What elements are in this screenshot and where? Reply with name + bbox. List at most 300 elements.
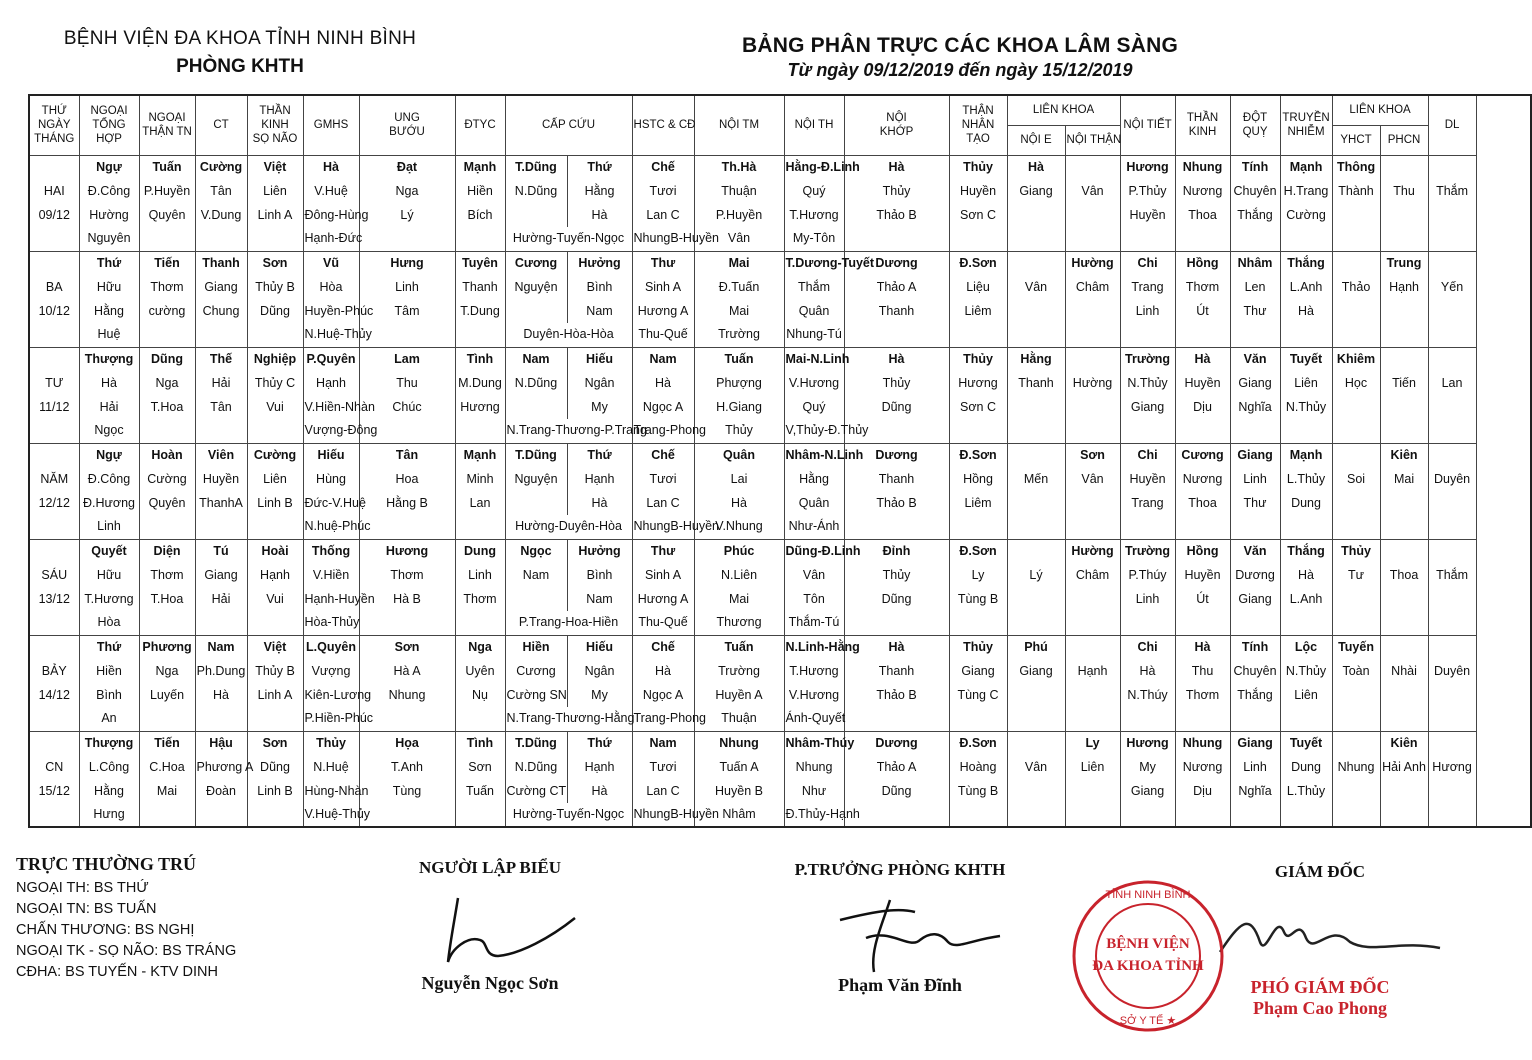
header-lk1-noi-than: NỘI THẬN — [1065, 125, 1120, 155]
table-body — [29, 155, 1531, 827]
table-cell — [1428, 683, 1476, 707]
table-cell: Hòa — [79, 611, 139, 635]
table-cell — [1007, 539, 1065, 563]
table-cell: Uyên — [455, 659, 505, 683]
table-row — [29, 155, 1531, 179]
table-cell: Ngọc — [79, 419, 139, 443]
table-cell: Linh — [1120, 587, 1175, 611]
day-blank-cell — [29, 635, 79, 659]
date-cell: 09/12 — [29, 203, 79, 227]
day-cell: HAI — [29, 179, 79, 203]
table-cell — [1380, 515, 1428, 539]
table-cell: Quân — [784, 491, 844, 515]
table-cell: Vũ — [303, 251, 359, 275]
table-cell: Mạnh — [455, 443, 505, 467]
table-row — [29, 515, 1531, 539]
table-cell: Thắm-Tú — [784, 611, 844, 635]
table-cell: Thảo B — [844, 203, 949, 227]
table-cell: Ngọc A — [632, 683, 694, 707]
table-cell — [247, 323, 303, 347]
table-cell — [139, 803, 195, 827]
table-cell: Nhâm — [694, 803, 784, 827]
table-cell: Chuyên — [1230, 179, 1280, 203]
table-cell: Lan C — [632, 491, 694, 515]
table-cell — [359, 323, 455, 347]
table-cell — [359, 707, 455, 731]
table-cell: Minh — [455, 467, 505, 491]
table-cell: Văn — [1230, 347, 1280, 371]
table-cell: Hưng — [359, 251, 455, 275]
table-cell: Thanh — [844, 299, 949, 323]
table-cell: Dương — [844, 251, 949, 275]
table-cell: Dương — [844, 731, 949, 755]
table-cell: P.Hiền-Phúc — [303, 707, 359, 731]
table-cell: Hương — [949, 371, 1007, 395]
table-cell — [949, 419, 1007, 443]
table-cell — [1280, 611, 1332, 635]
table-cell: Cường CT — [505, 779, 567, 803]
table-cell: Linh A — [247, 683, 303, 707]
table-cell — [455, 323, 505, 347]
table-cell — [1428, 707, 1476, 731]
table-cell: Thành — [1332, 179, 1380, 203]
table-cell: Ngọc A — [632, 395, 694, 419]
table-cell: Trang — [1120, 275, 1175, 299]
table-cell: V.Huệ — [303, 179, 359, 203]
table-cell: Sơn — [1065, 443, 1120, 467]
table-cell: Ngự — [79, 443, 139, 467]
table-row — [29, 707, 1531, 731]
table-row — [29, 803, 1531, 827]
table-cell: Hà — [632, 371, 694, 395]
table-cell: Thư — [632, 251, 694, 275]
table-cell: Dũng-Đ.Linh — [784, 539, 844, 563]
table-cell: Hiền — [79, 659, 139, 683]
table-cell — [1065, 587, 1120, 611]
table-cell: Tân — [359, 443, 455, 467]
table-cell — [247, 419, 303, 443]
resident-duty-line: NGOẠI TN: BS TUẤN — [16, 901, 157, 917]
table-row — [29, 563, 1531, 587]
table-cell — [1380, 587, 1428, 611]
director-name: Phạm Cao Phong — [1252, 998, 1387, 1018]
svg-text:TỈNH NINH BÌNH: TỈNH NINH BÌNH — [1105, 889, 1191, 901]
table-cell: Bình — [567, 563, 632, 587]
header-cap-cuu: CẤP CỨU — [505, 95, 632, 155]
table-cell — [1007, 611, 1065, 635]
table-cell — [1065, 203, 1120, 227]
table-cell: Nam — [567, 587, 632, 611]
table-cell: L.Quyên — [303, 635, 359, 659]
table-cell: Nam — [505, 563, 567, 587]
day-cell: CN — [29, 755, 79, 779]
table-cell: Thanh — [844, 659, 949, 683]
table-cell — [1428, 539, 1476, 563]
table-cell: Đ.Tuấn — [694, 275, 784, 299]
table-cell: N.Dũng — [505, 371, 567, 395]
table-cell — [1428, 803, 1476, 827]
table-cell: Hùng-Nhàn — [303, 779, 359, 803]
table-cell — [1175, 227, 1230, 251]
table-cell: Hằng — [1007, 347, 1065, 371]
signature-block-deputy-head — [770, 860, 1030, 996]
table-cell: Dịu — [1175, 395, 1230, 419]
table-cell — [1332, 803, 1380, 827]
table-cell: Giang — [1007, 659, 1065, 683]
table-cell: Nguyện — [505, 467, 567, 491]
table-cell: T.Anh — [359, 755, 455, 779]
table-cell: Hà — [567, 491, 632, 515]
table-cell: Liệu — [949, 275, 1007, 299]
table-cell: Nhung — [1175, 155, 1230, 179]
table-cell: Hiếu — [303, 443, 359, 467]
table-cell: Đ.Hương — [79, 491, 139, 515]
table-cell: V.Hiền — [303, 563, 359, 587]
table-cell: Dương — [1230, 563, 1280, 587]
table-cell: T.Hoa — [139, 395, 195, 419]
table-cell: Thứ — [567, 731, 632, 755]
header-noi-tm: NỘI TM — [694, 95, 784, 155]
table-cell — [1428, 635, 1476, 659]
table-cell — [195, 803, 247, 827]
table-row — [29, 755, 1531, 779]
table-cell: Hương — [1120, 155, 1175, 179]
table-cell — [1428, 491, 1476, 515]
header-row — [29, 95, 1531, 125]
table-cell — [844, 515, 949, 539]
day-blank-cell — [29, 443, 79, 467]
table-cell: Giang — [1120, 395, 1175, 419]
deputy-head-role: P.TRƯỞNG PHÒNG KHTH — [794, 860, 1006, 879]
table-row — [29, 587, 1531, 611]
table-cell: Cương — [505, 659, 567, 683]
table-cell: Lan C — [632, 779, 694, 803]
table-cell: Thủy B — [247, 659, 303, 683]
table-cell: Thảo B — [844, 491, 949, 515]
table-cell: Dương — [844, 443, 949, 467]
table-cell: N.Thủy — [1120, 371, 1175, 395]
table-cell: Vân — [1065, 179, 1120, 203]
table-cell: Chế — [632, 443, 694, 467]
table-cell: Nghĩa — [1230, 395, 1280, 419]
table-cell: Thơm — [359, 563, 455, 587]
table-cell: Nhung — [1332, 755, 1380, 779]
table-cell — [1007, 683, 1065, 707]
table-cell: Chi — [1120, 635, 1175, 659]
table-cell: Duyên — [1428, 659, 1476, 683]
table-cell: Linh B — [247, 779, 303, 803]
table-cell: Mạnh — [1280, 155, 1332, 179]
table-cell — [359, 227, 455, 251]
table-cell: Trường — [1120, 347, 1175, 371]
table-cell: Chế — [632, 155, 694, 179]
table-row — [29, 731, 1531, 755]
table-cell: Châm — [1065, 563, 1120, 587]
table-cell: Thắng — [1280, 251, 1332, 275]
table-cell: N.Trang-Thương-P.Trang — [505, 419, 632, 443]
table-row — [29, 227, 1531, 251]
table-cell: Tính — [1230, 155, 1280, 179]
table-cell — [1280, 227, 1332, 251]
table-cell — [455, 227, 505, 251]
table-cell: Mai — [139, 779, 195, 803]
table-cell: Mến — [1007, 467, 1065, 491]
table-row — [29, 323, 1531, 347]
table-cell: Đoàn — [195, 779, 247, 803]
table-cell — [1380, 419, 1428, 443]
table-row — [29, 659, 1531, 683]
table-cell: Giang — [1230, 443, 1280, 467]
table-cell — [1280, 803, 1332, 827]
table-cell: Nhung — [694, 731, 784, 755]
table-cell: Hạnh — [303, 371, 359, 395]
table-cell — [949, 803, 1007, 827]
table-cell: Hằng — [79, 779, 139, 803]
table-cell: Chung — [195, 299, 247, 323]
table-cell — [1120, 515, 1175, 539]
table-cell: NhungB-Huyền — [632, 803, 694, 827]
date-cell: 14/12 — [29, 683, 79, 707]
table-cell — [1007, 803, 1065, 827]
table-cell: Cường — [195, 155, 247, 179]
table-cell — [1175, 803, 1230, 827]
table-row — [29, 275, 1531, 299]
table-cell — [1007, 731, 1065, 755]
table-cell: Hương — [455, 395, 505, 419]
table-cell: Nam — [567, 299, 632, 323]
table-cell: N.Huệ-Thủy — [303, 323, 359, 347]
svg-text:ĐA KHOA TỈNH: ĐA KHOA TỈNH — [1092, 958, 1204, 974]
table-cell — [1332, 683, 1380, 707]
table-cell: Huyền — [1175, 371, 1230, 395]
table-cell: Thủy — [844, 563, 949, 587]
table-cell: Tươi — [632, 755, 694, 779]
svg-text:SỞ Y TẾ ★: SỞ Y TẾ ★ — [1119, 1015, 1177, 1027]
table-cell: Thắm — [784, 275, 844, 299]
table-cell: Hường-Duyên-Hòa — [505, 515, 632, 539]
table-cell: Hạnh — [1380, 275, 1428, 299]
table-cell — [455, 611, 505, 635]
table-cell — [1380, 635, 1428, 659]
table-cell — [1230, 515, 1280, 539]
table-cell: Nga — [139, 659, 195, 683]
table-row — [29, 371, 1531, 395]
table-cell: Út — [1175, 299, 1230, 323]
table-cell: Đ.Sơn — [949, 251, 1007, 275]
table-cell: Phúc — [694, 539, 784, 563]
table-cell: Hương A — [632, 587, 694, 611]
table-cell — [1175, 707, 1230, 731]
table-cell — [1065, 683, 1120, 707]
table-cell: Hải Anh — [1380, 755, 1428, 779]
table-cell — [1428, 347, 1476, 371]
table-cell — [1380, 203, 1428, 227]
table-cell: Luyến — [139, 683, 195, 707]
table-cell: Phượng — [694, 371, 784, 395]
table-cell — [949, 323, 1007, 347]
table-cell: Trường — [1120, 539, 1175, 563]
table-cell: Vân — [1007, 275, 1065, 299]
table-cell: H.Giang — [694, 395, 784, 419]
day-cell: TƯ — [29, 371, 79, 395]
table-cell: Tâm — [359, 299, 455, 323]
table-cell — [1428, 323, 1476, 347]
table-cell — [1065, 227, 1120, 251]
table-cell: Thu — [1175, 659, 1230, 683]
table-cell: L.Công — [79, 755, 139, 779]
table-cell: Hiếu — [567, 635, 632, 659]
table-cell: Giang — [949, 659, 1007, 683]
table-cell: Nhâm — [1230, 251, 1280, 275]
table-cell: Thanh — [844, 467, 949, 491]
table-cell: Nụ — [455, 683, 505, 707]
date-cell: 11/12 — [29, 395, 79, 419]
table-cell: Hà B — [359, 587, 455, 611]
table-cell: Liêm — [949, 299, 1007, 323]
table-cell: Vân — [1065, 467, 1120, 491]
table-cell: Linh — [79, 515, 139, 539]
table-cell — [1332, 443, 1380, 467]
table-cell: Đ.Công — [79, 179, 139, 203]
table-cell: V,Thủy-Đ.Thủy — [784, 419, 844, 443]
table-cell: Thơm — [139, 563, 195, 587]
table-cell: Tình — [455, 731, 505, 755]
table-cell — [455, 803, 505, 827]
table-cell: Toàn — [1332, 659, 1380, 683]
table-cell: Thơm — [139, 275, 195, 299]
table-cell: Lộc — [1280, 635, 1332, 659]
table-cell: Thủy — [844, 371, 949, 395]
table-cell — [1120, 227, 1175, 251]
table-cell: P.Huyền — [139, 179, 195, 203]
day-blank-cell — [29, 227, 79, 251]
table-cell: Tuyên — [455, 251, 505, 275]
table-cell: Sơn C — [949, 203, 1007, 227]
day-blank-cell — [29, 611, 79, 635]
table-cell: Nga — [139, 371, 195, 395]
table-cell: Hà — [567, 779, 632, 803]
table-cell: Hà — [694, 491, 784, 515]
table-cell — [1120, 707, 1175, 731]
table-cell: Nhung-Tú — [784, 323, 844, 347]
table-cell: Hương — [1120, 731, 1175, 755]
preparer-role: NGƯỜI LẬP BIỂU — [418, 858, 561, 877]
table-cell: Duyên — [1428, 467, 1476, 491]
resident-duty-line: NGOẠI TK - SỌ NÃO: BS TRÁNG — [16, 943, 237, 959]
table-cell — [1007, 251, 1065, 275]
table-cell: Cường — [247, 443, 303, 467]
table-cell: Tính — [1230, 635, 1280, 659]
table-cell — [1007, 299, 1065, 323]
table-cell: V.Dung — [195, 203, 247, 227]
table-cell: Thủy — [844, 179, 949, 203]
table-cell: N.Huệ — [303, 755, 359, 779]
day-blank-cell — [29, 323, 79, 347]
table-cell: T.Dũng — [505, 731, 567, 755]
table-cell: Hồng — [1175, 539, 1230, 563]
table-cell: N.Trang-Thương-Hằng — [505, 707, 632, 731]
table-cell: Giang — [1230, 371, 1280, 395]
table-cell: Phương — [139, 635, 195, 659]
resident-duty-line: CĐHA: BS TUYẾN - KTV DINH — [16, 964, 218, 980]
table-cell: Nga — [359, 179, 455, 203]
table-cell: Sơn — [247, 731, 303, 755]
table-cell — [1280, 323, 1332, 347]
table-row — [29, 347, 1531, 371]
table-cell: Thư — [1230, 491, 1280, 515]
table-cell: Đ.Sơn — [949, 539, 1007, 563]
day-blank-cell — [29, 539, 79, 563]
table-cell — [1007, 587, 1065, 611]
table-cell: Linh — [1230, 755, 1280, 779]
table-cell: Nam — [195, 635, 247, 659]
table-cell: Kiên — [1380, 443, 1428, 467]
table-cell: Linh — [1230, 467, 1280, 491]
table-cell: Mai — [694, 587, 784, 611]
table-cell: Hạnh — [567, 755, 632, 779]
table-cell: Mạnh — [1280, 443, 1332, 467]
table-cell: Việt — [247, 635, 303, 659]
table-cell: Lan C — [632, 203, 694, 227]
table-cell — [247, 515, 303, 539]
day-blank-cell — [29, 251, 79, 275]
table-cell: Cường SN — [505, 683, 567, 707]
table-cell: N.huệ-Phúc — [303, 515, 359, 539]
header-lk1-noi-e: NỘI E — [1007, 125, 1065, 155]
header-lk2-yhct: YHCT — [1332, 125, 1380, 155]
table-cell: Tùng C — [949, 683, 1007, 707]
table-cell: My — [1120, 755, 1175, 779]
table-cell — [844, 323, 949, 347]
table-cell: Thủy — [303, 731, 359, 755]
table-cell: Nghĩa — [1230, 779, 1280, 803]
table-cell: Tuấn A — [694, 755, 784, 779]
table-head — [29, 95, 1531, 155]
preparer-signature-mark — [380, 878, 600, 968]
table-cell: Đông-Hùng — [303, 203, 359, 227]
table-cell: Hòa — [303, 275, 359, 299]
table-cell: Thượng — [79, 347, 139, 371]
table-cell: Hương A — [632, 299, 694, 323]
table-cell: Giang — [1230, 731, 1280, 755]
table-cell: Liên — [1280, 371, 1332, 395]
table-cell: Đ.Sơn — [949, 731, 1007, 755]
table-cell: Dũng — [844, 395, 949, 419]
table-cell: Vượng-Đông — [303, 419, 359, 443]
table-cell: Cương — [1175, 443, 1230, 467]
table-cell: V.Huệ-Thủy — [303, 803, 359, 827]
table-cell: Huyền — [1120, 467, 1175, 491]
table-cell — [1332, 419, 1380, 443]
date-cell: 15/12 — [29, 779, 79, 803]
table-cell: Giang — [195, 275, 247, 299]
table-cell: Hạnh-Huyền — [303, 587, 359, 611]
table-cell: Ph.Dung — [195, 659, 247, 683]
table-cell — [1120, 803, 1175, 827]
table-cell: Thư — [632, 539, 694, 563]
table-cell: Ngân — [567, 371, 632, 395]
table-cell: C.Hoa — [139, 755, 195, 779]
table-cell: Hường-Tuyến-Ngọc — [505, 227, 632, 251]
table-cell: Nương — [1175, 179, 1230, 203]
table-cell — [247, 803, 303, 827]
table-cell: Thảo — [1332, 275, 1380, 299]
table-cell: Hà — [632, 659, 694, 683]
table-cell: Út — [1175, 587, 1230, 611]
table-cell: Hưởng — [567, 251, 632, 275]
table-cell — [1428, 419, 1476, 443]
table-cell: Tươi — [632, 179, 694, 203]
